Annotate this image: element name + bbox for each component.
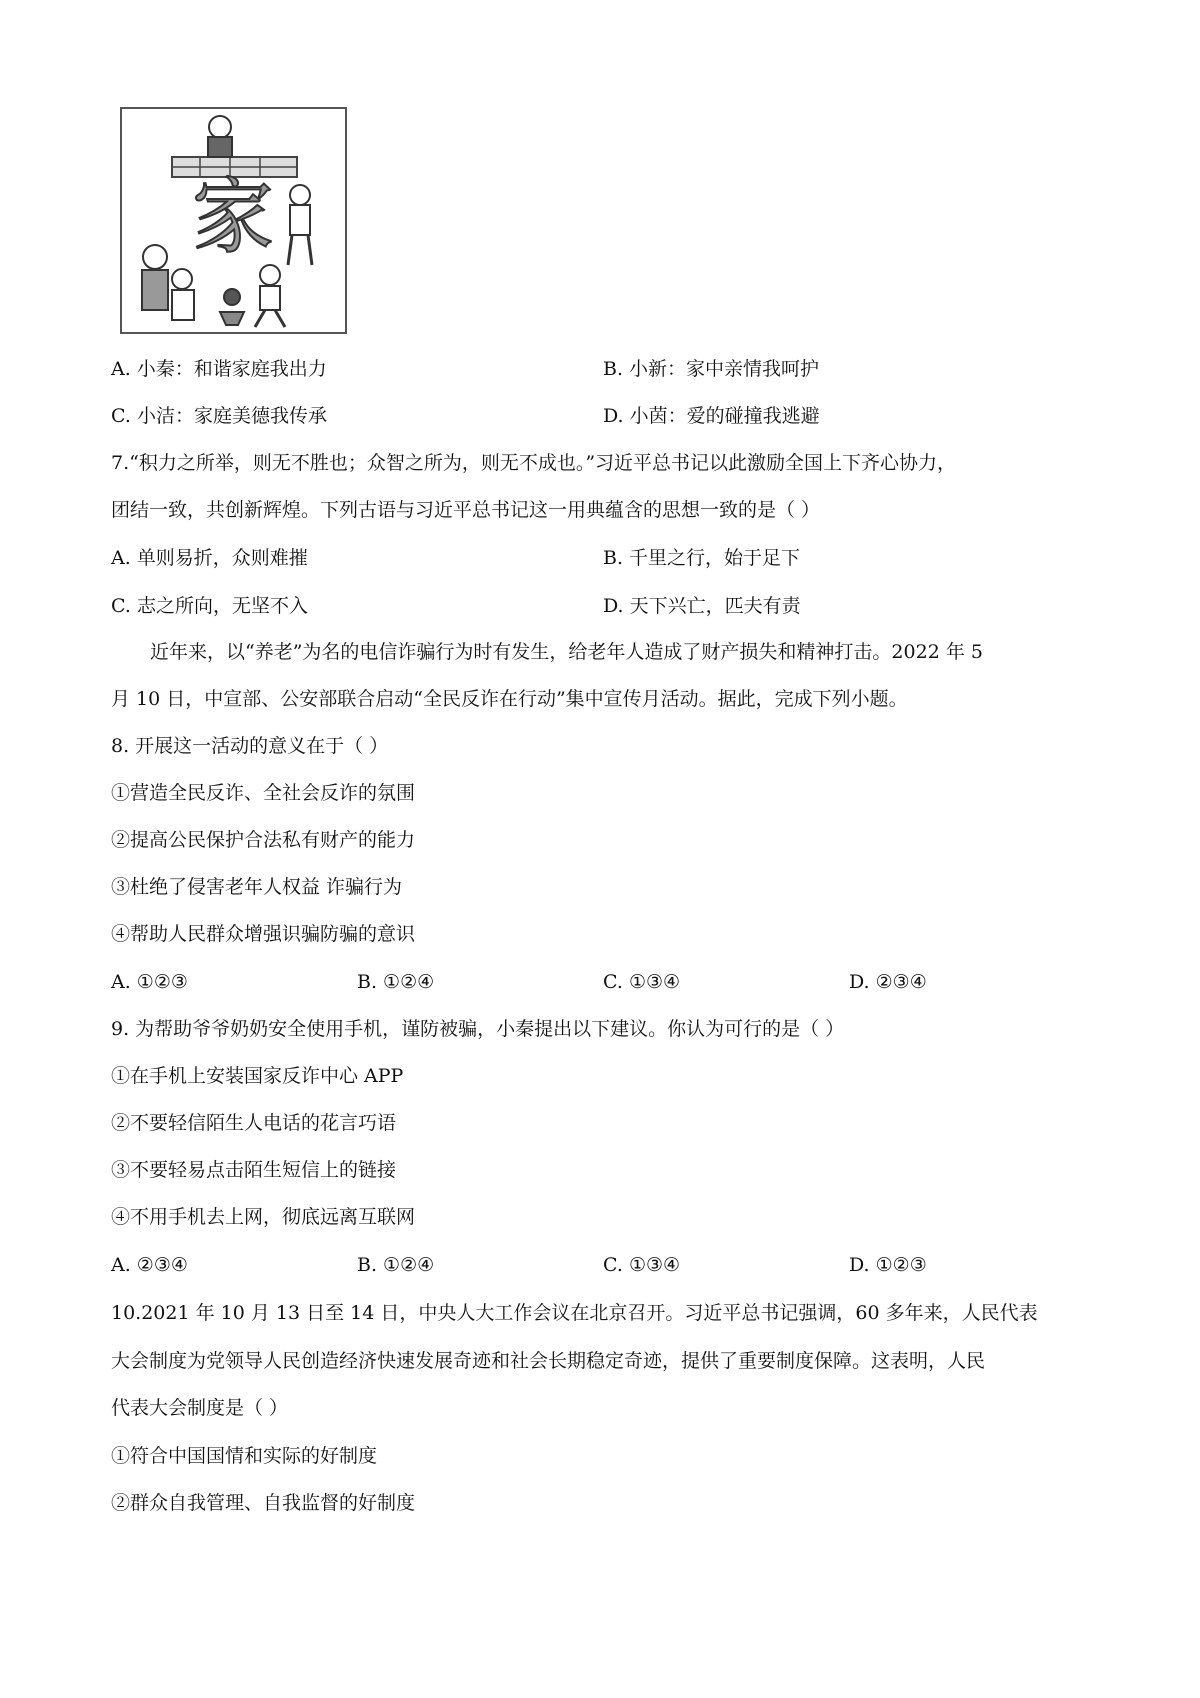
q6-option-c: C. 小洁：家庭美德我传承 xyxy=(111,405,327,427)
q10-stem-line1: 10.2021 年 10 月 13 日至 14 日，中央人大工作会议在北京召开。习近平总书记强调，60 多年来，人民代表 xyxy=(111,1302,1038,1324)
q8-option-a: A. ①②③ xyxy=(111,971,188,993)
passage-line2: 月 10 日，中宣部、公安部联合启动“全民反诈在行动”集中宣传月活动。据此，完成下列小题。 xyxy=(111,688,908,710)
q9-option-c: C. ①③④ xyxy=(603,1254,681,1276)
family-cartoon-image xyxy=(120,107,347,334)
q7-option-c: C. 志之所向，无坚不入 xyxy=(111,595,308,617)
q9-item-4: ④不用手机去上网，彻底远离互联网 xyxy=(111,1206,416,1228)
q9-option-b: B. ①②④ xyxy=(357,1254,435,1276)
q6-option-d: D. 小茵：爱的碰撞我逃避 xyxy=(603,405,820,427)
family-illustration xyxy=(120,107,347,334)
q9-option-a: A. ②③④ xyxy=(111,1254,188,1276)
q8-item-2: ②提高公民保护合法私有财产的能力 xyxy=(111,829,416,851)
q9-option-d: D. ①②③ xyxy=(849,1254,927,1276)
q7-stem-line1: 7.“积力之所举，则无不胜也；众智之所为，则无不成也。”习近平总书记以此激励全国上下齐心协力， xyxy=(111,452,957,474)
q8-item-3: ③杜绝了侵害老年人权益 诈骗行为 xyxy=(111,876,403,898)
q10-item-1: ①符合中国国情和实际的好制度 xyxy=(111,1445,378,1467)
q9-stem: 9. 为帮助爷爷奶奶安全使用手机，谨防被骗，小秦提出以下建议。你认为可行的是（ ） xyxy=(111,1018,845,1040)
q8-option-c: C. ①③④ xyxy=(603,971,681,993)
q6-option-a: A. 小秦：和谐家庭我出力 xyxy=(111,358,327,380)
q10-stem-line2: 大会制度为党领导人民创造经济快速发展奇迹和社会长期稳定奇迹，提供了重要制度保障。这表明，人民 xyxy=(111,1350,986,1372)
q8-stem: 8. 开展这一活动的意义在于（ ） xyxy=(111,735,389,757)
q9-item-1: ①在手机上安装国家反诈中心 APP xyxy=(111,1065,404,1087)
passage-line1: 近年来，以“养老”为名的电信诈骗行为时有发生，给老年人造成了财产损失和精神打击。2022 年 5 xyxy=(150,641,983,663)
q10-stem-line3: 代表大会制度是（ ） xyxy=(111,1397,289,1419)
q8-option-d: D. ②③④ xyxy=(849,971,927,993)
q7-option-b: B. 千里之行，始于足下 xyxy=(603,547,801,569)
q7-option-a: A. 单则易折，众则难摧 xyxy=(111,547,308,569)
q8-option-b: B. ①②④ xyxy=(357,971,435,993)
q9-item-2: ②不要轻信陌生人电话的花言巧语 xyxy=(111,1112,397,1134)
q10-item-2: ②群众自我管理、自我监督的好制度 xyxy=(111,1492,416,1514)
q7-option-d: D. 天下兴亡，匹夫有责 xyxy=(603,595,801,617)
jia-character: 家 xyxy=(191,170,275,265)
q8-item-1: ①营造全民反诈、全社会反诈的氛围 xyxy=(111,782,416,804)
q9-item-3: ③不要轻易点击陌生短信上的链接 xyxy=(111,1159,397,1181)
q8-item-4: ④帮助人民群众增强识骗防骗的意识 xyxy=(111,923,416,945)
q6-option-b: B. 小新：家中亲情我呵护 xyxy=(603,358,820,380)
q7-stem-line2: 团结一致，共创新辉煌。下列古语与习近平总书记这一用典蕴含的思想一致的是（ ） xyxy=(111,499,821,521)
